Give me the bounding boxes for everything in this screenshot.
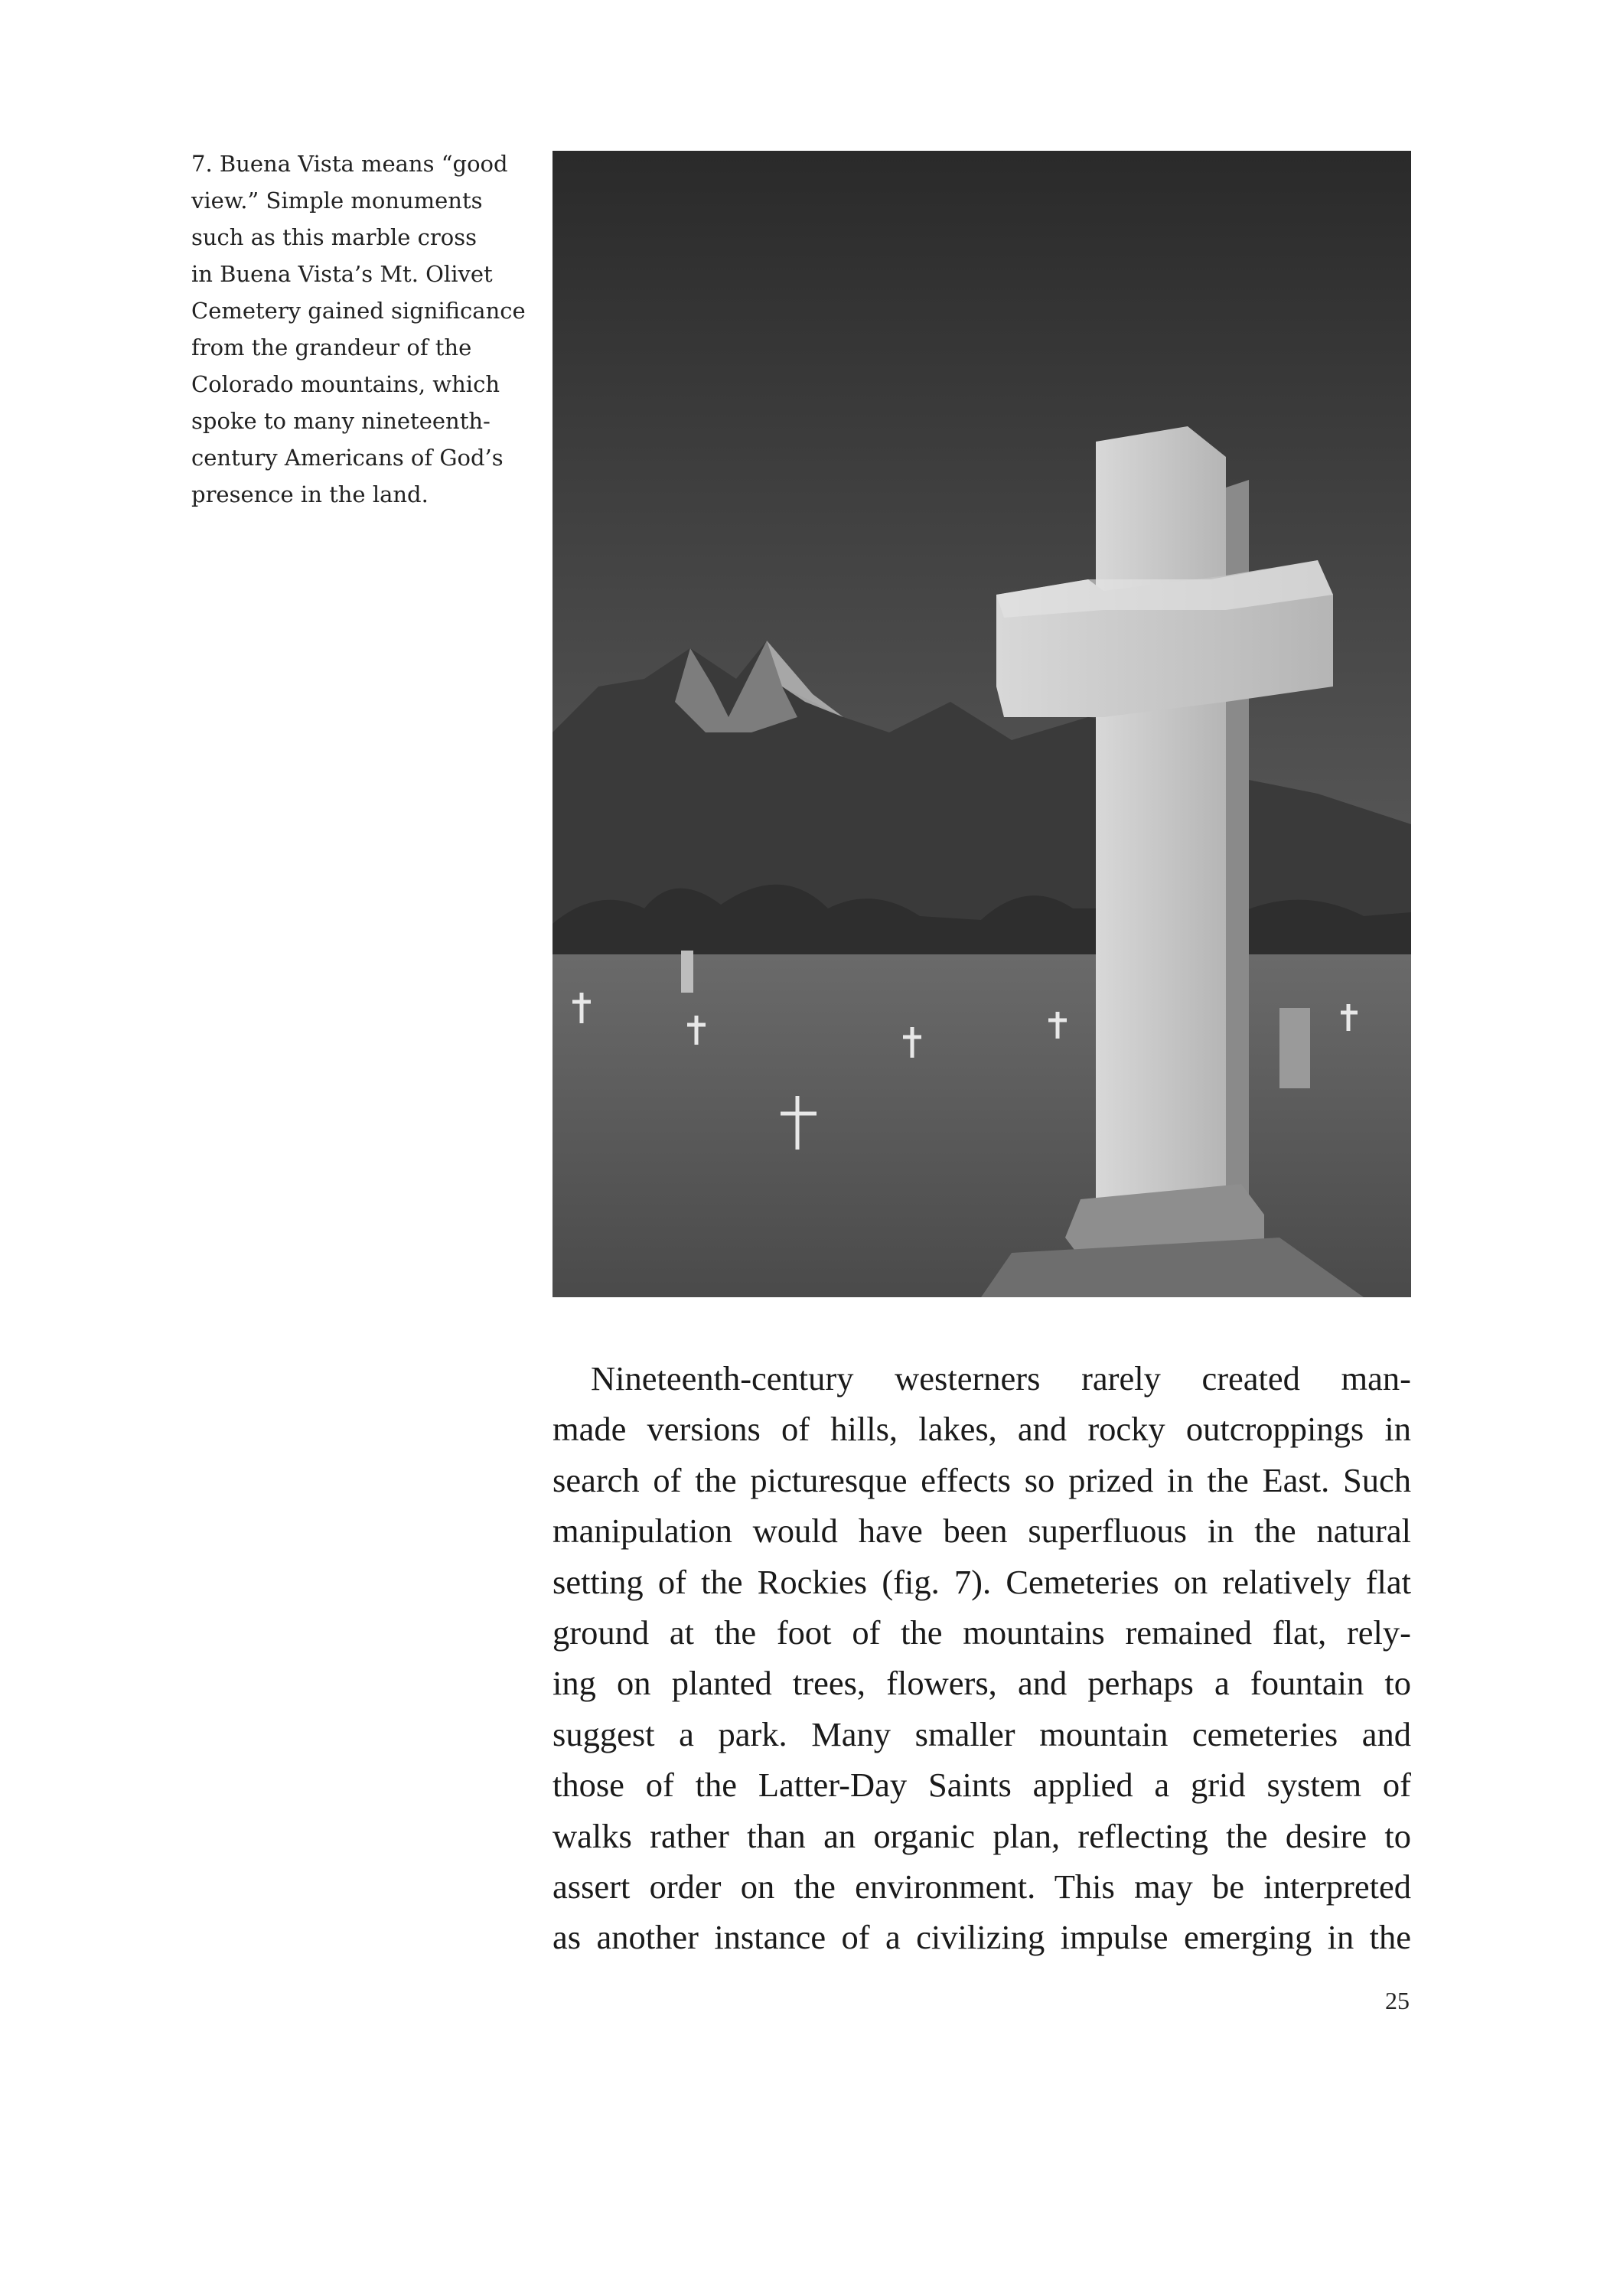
body-line: search of the picturesque effects so prized in the East. Such — [553, 1460, 1411, 1499]
caption-line: view.” Simple monuments — [191, 188, 483, 214]
body-line: Nineteenth-century westerners rarely created man- — [591, 1359, 1411, 1397]
caption-line: 7. Buena Vista means “good — [191, 151, 508, 177]
cross-upright — [1096, 426, 1226, 1222]
page-number: 25 — [1385, 1987, 1410, 2014]
body-paragraph — [553, 1353, 1411, 1963]
body-line: assert order on the environment. This may be interpreted — [553, 1867, 1411, 1906]
caption-line: Colorado mountains, which — [191, 371, 500, 397]
caption-line: century Americans of God’s — [191, 445, 504, 471]
caption-line: Cemetery gained significance — [191, 298, 526, 324]
headstone — [1279, 1008, 1310, 1088]
body-line: ground at the foot of the mountains remained flat, rely- — [553, 1613, 1411, 1652]
caption-line: spoke to many nineteenth- — [191, 408, 491, 434]
body-line: suggest a park. Many smaller mountain cemeteries and — [553, 1714, 1411, 1753]
body-line: made versions of hills, lakes, and rocky outcroppings in — [553, 1410, 1411, 1449]
body-line: those of the Latter-Day Saints applied a grid system of — [553, 1766, 1411, 1805]
body-line: walks rather than an organic plan, reflecting the desire to — [553, 1816, 1411, 1855]
caption-line: such as this marble cross — [191, 224, 477, 250]
body-line: setting of the Rockies (fig. 7). Cemeteries on relatively flat — [553, 1562, 1411, 1601]
caption-line: presence in the land. — [191, 481, 429, 507]
caption-line: in Buena Vista’s Mt. Olivet — [191, 261, 493, 287]
cemetery-cross-photo — [553, 151, 1411, 1297]
body-line: ing on planted trees, flowers, and perhaps a fountain to — [553, 1664, 1411, 1703]
photo-illustration — [553, 151, 1411, 1297]
body-line: as another instance of a civilizing impulse emerging in the — [553, 1918, 1411, 1957]
body-line: manipulation would have been superfluous in the natural — [553, 1512, 1411, 1551]
figure-caption — [191, 145, 526, 513]
caption-line: from the grandeur of the — [191, 334, 472, 360]
headstone — [681, 951, 693, 993]
